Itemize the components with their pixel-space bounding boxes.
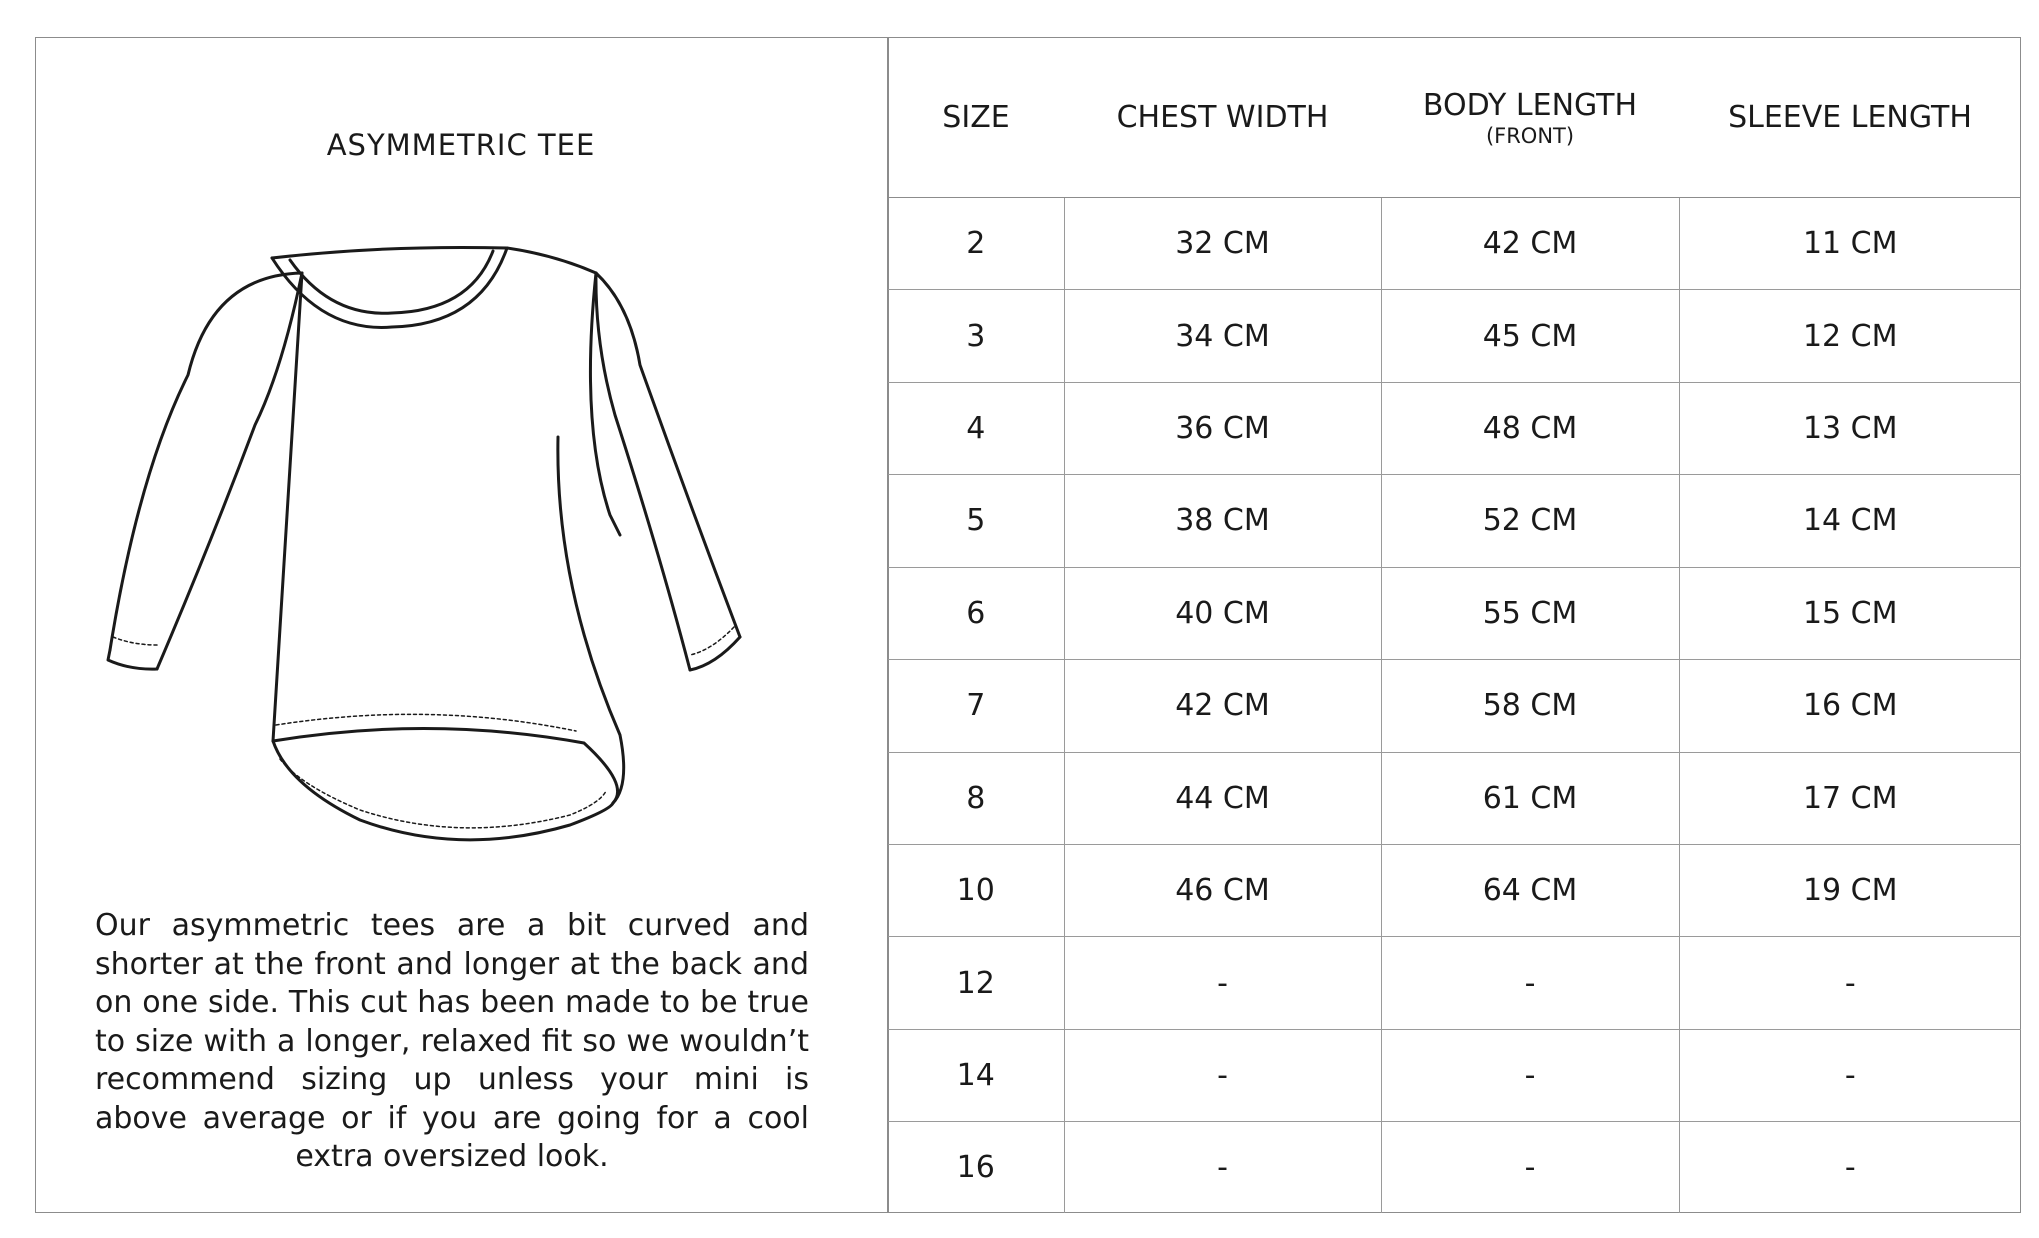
header-sleeve-length: SLEEVE LENGTH <box>1679 37 2021 198</box>
cell-body: 64 CM <box>1381 844 1679 936</box>
cell-sleeve: 15 CM <box>1679 567 2021 659</box>
cell-sleeve: - <box>1679 1122 2021 1213</box>
cell-sleeve: 13 CM <box>1679 382 2021 474</box>
product-title: ASYMMETRIC TEE <box>326 128 596 162</box>
table-row <box>888 844 2021 936</box>
cell-body: 61 CM <box>1381 752 1679 844</box>
long-sleeve-tee-icon <box>100 225 800 845</box>
table-row <box>888 198 2021 290</box>
cell-chest: 32 CM <box>1064 198 1381 290</box>
header-size: SIZE <box>888 37 1064 198</box>
cell-body: - <box>1381 1122 1679 1213</box>
table-row <box>888 567 2021 659</box>
cell-size: 2 <box>888 198 1064 290</box>
cell-size: 6 <box>888 567 1064 659</box>
cell-sleeve: 11 CM <box>1679 198 2021 290</box>
cell-sleeve: 19 CM <box>1679 844 2021 936</box>
cell-chest: 42 CM <box>1064 660 1381 752</box>
cell-sleeve: 16 CM <box>1679 660 2021 752</box>
cell-size: 5 <box>888 475 1064 567</box>
cell-size: 3 <box>888 290 1064 382</box>
cell-sleeve: 14 CM <box>1679 475 2021 567</box>
cell-size: 16 <box>956 1150 995 1186</box>
cell-body: 42 CM <box>1381 198 1679 290</box>
cell-chest: 38 CM <box>1064 475 1381 567</box>
cell-chest: 40 CM <box>1064 567 1381 659</box>
table-row <box>888 382 2021 474</box>
cell-body: - <box>1381 1029 1679 1121</box>
header-body-length <box>1381 37 1679 198</box>
product-description: Our asymmetric tees are a bit curved and shorter at the front and longer at the back and on one side. This cut has been made to be true to size with a longer, relaxed fit so we wouldn’t recommend sizing up unless your mini is above average or if you are going for a cool extra oversized look. <box>95 908 809 1174</box>
cell-size: 12 <box>888 937 1064 1029</box>
cell-size: 8 <box>888 752 1064 844</box>
cell-body: 48 CM <box>1381 382 1679 474</box>
table-row <box>888 752 2021 844</box>
size-table <box>888 37 2021 1213</box>
cell-size: 4 <box>888 382 1064 474</box>
cell-chest: - <box>1064 937 1381 1029</box>
cell-sleeve: 12 CM <box>1679 290 2021 382</box>
cell-sleeve: 17 CM <box>1679 752 2021 844</box>
table-row <box>888 1029 2021 1121</box>
cell-chest: - <box>1064 1029 1381 1121</box>
cell-body: - <box>1381 937 1679 1029</box>
cell-body: 52 CM <box>1381 475 1679 567</box>
cell-chest: - <box>1064 1122 1381 1213</box>
table-row <box>888 937 2021 1029</box>
cell-chest: 44 CM <box>1064 752 1381 844</box>
table-row <box>888 1122 2021 1213</box>
cell-size: 10 <box>888 844 1064 936</box>
cell-body: 58 CM <box>1381 660 1679 752</box>
cell-body: 45 CM <box>1381 290 1679 382</box>
table-row <box>888 290 2021 382</box>
cell-sleeve: - <box>1679 937 2021 1029</box>
cell-size: 7 <box>888 660 1064 752</box>
cell-sleeve: - <box>1679 1029 2021 1121</box>
header-chest-width: CHEST WIDTH <box>1064 37 1381 198</box>
header-body-length-note: (FRONT) <box>1485 123 1575 148</box>
cell-size: 14 <box>888 1029 1064 1121</box>
cell-chest: 34 CM <box>1064 290 1381 382</box>
table-row <box>888 660 2021 752</box>
table-header-row <box>888 37 2021 198</box>
header-body-length-label: BODY LENGTH <box>1422 87 1638 123</box>
table-row <box>888 475 2021 567</box>
cell-chest: 36 CM <box>1064 382 1381 474</box>
cell-chest: 46 CM <box>1064 844 1381 936</box>
cell-body: 55 CM <box>1381 567 1679 659</box>
